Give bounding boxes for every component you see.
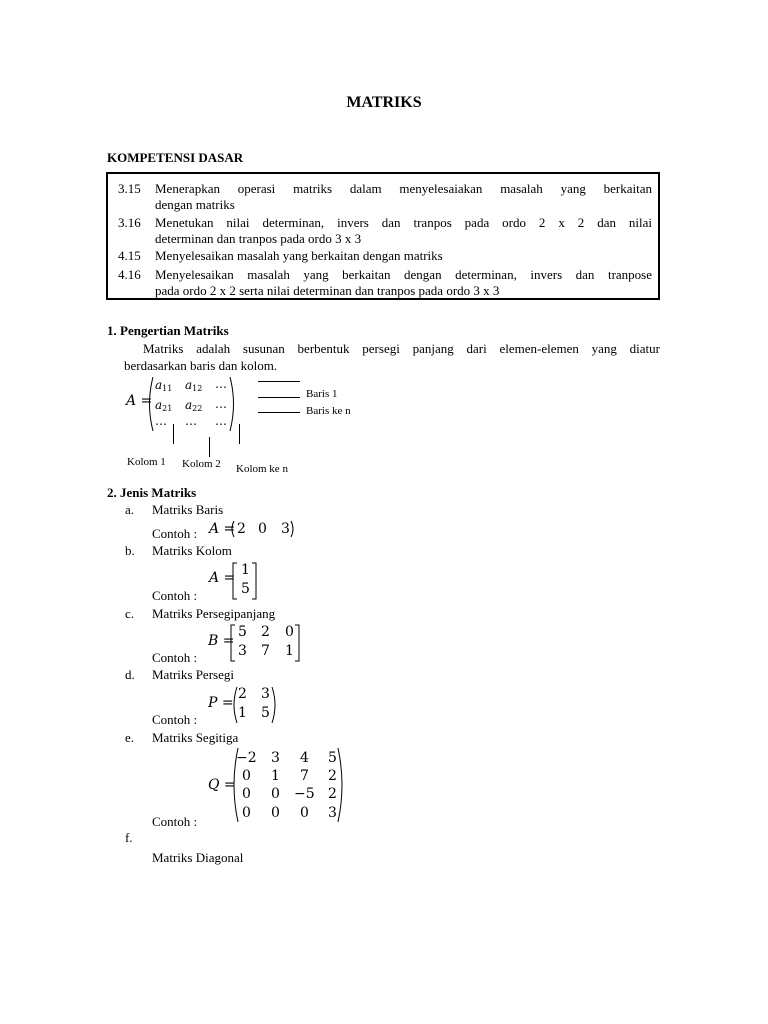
item-letter: f. (125, 830, 133, 845)
right-paren-icon (290, 520, 296, 538)
matrix-entry: 1 (238, 705, 247, 721)
matrix-entry: 5 (241, 581, 250, 597)
left-paren-icon (145, 376, 155, 432)
matrix-entry: 2 (328, 786, 337, 802)
matrix-entry: 3 (328, 805, 337, 821)
row-indicator-line (258, 397, 300, 398)
matrix-entry: 0 (285, 624, 294, 640)
matrix-entry: 2 (237, 521, 246, 537)
column-indicator-line (209, 437, 210, 457)
matrix-entry: $a_{11}$ (155, 378, 173, 393)
matrix-lhs: B = (208, 633, 235, 649)
matrix-entry: 0 (242, 768, 251, 784)
matrix-entry: 1 (285, 643, 294, 659)
kompetensi-text: Menerapkan operasi matriks dalam menyelesaiakan masalah yang berkaitan (155, 181, 652, 196)
matrix-entry: … (155, 414, 167, 428)
row-indicator-line (258, 381, 300, 382)
left-paren-icon (230, 686, 238, 724)
matrix-entry: 0 (271, 805, 280, 821)
matrix-entry: 3 (281, 521, 290, 537)
matrix-entry: 0 (300, 805, 309, 821)
label-kolom-n: Kolom ke n (236, 463, 288, 475)
kompetensi-text: Menyelesaikan masalah yang berkaitan dengan determinan, invers dan tranpose (155, 267, 652, 282)
matrix-entry: 3 (238, 643, 247, 659)
matrix-entry: 2 (238, 686, 247, 702)
column-indicator-line (173, 424, 174, 444)
matrix-entry: 0 (271, 786, 280, 802)
matrix-lhs: A = (126, 393, 153, 409)
contoh-label: Contoh : (152, 588, 198, 603)
section1-paragraph-line1: Matriks adalah susunan berbentuk persegi panjang dari elemen-elemen yang diatur (143, 341, 660, 356)
item-letter: d. (125, 667, 135, 682)
matrix-entry: 2 (261, 624, 270, 640)
item-letter: a. (125, 502, 135, 517)
matrix-entry: 1 (271, 768, 280, 784)
contoh-label: Contoh : (152, 526, 198, 541)
section1-heading: 1. Pengertian Matriks (107, 323, 229, 338)
matrix-lhs: Q = (208, 777, 236, 793)
matrix-entry: 5 (328, 750, 337, 766)
label-kolom-2: Kolom 2 (182, 458, 221, 470)
kompetensi-text-cont: determinan dan tranpos pada ordo 3 x 3 (155, 231, 362, 246)
item-letter: e. (125, 730, 135, 745)
left-paren-icon (229, 520, 235, 538)
matrix-entry: 7 (261, 643, 270, 659)
right-bracket-icon (251, 562, 257, 600)
item-label: Matriks Baris (152, 502, 224, 517)
item-label: Matriks Segitiga (152, 730, 239, 745)
matrix-entry: 5 (238, 624, 247, 640)
right-bracket-icon (294, 624, 300, 662)
matrix-entry: $a_{21}$ (155, 398, 173, 413)
matrix-entry: 3 (271, 750, 280, 766)
item-label: Matriks Persegi (152, 667, 234, 682)
column-indicator-line (239, 424, 240, 444)
kompetensi-number: 4.15 (118, 248, 141, 263)
right-paren-icon (337, 747, 347, 823)
kompetensi-heading: KOMPETENSI DASAR (107, 150, 244, 165)
item-label: Matriks Kolom (152, 543, 232, 558)
left-bracket-icon (232, 562, 238, 600)
matrix-entry: 0 (242, 786, 251, 802)
matrix-entry: 5 (261, 705, 270, 721)
label-baris-1: Baris 1 (306, 388, 338, 400)
kompetensi-text-cont: dengan matriks (155, 197, 235, 212)
kompetensi-text: Menyelesaikan masalah yang berkaitan dengan matriks (155, 248, 443, 263)
row-indicator-line (258, 412, 300, 413)
contoh-label: Contoh : (152, 814, 198, 829)
matrix-entry: −5 (294, 786, 315, 802)
item-letter: c. (125, 606, 135, 621)
right-paren-icon (228, 376, 238, 432)
label-kolom-1: Kolom 1 (127, 456, 166, 468)
item-letter: b. (125, 543, 135, 558)
contoh-label: Contoh : (152, 712, 198, 727)
section1-paragraph-line2: berdasarkan baris dan kolom. (124, 358, 278, 373)
page-title: MATRIKS (346, 94, 422, 111)
matrix-lhs: A = (209, 521, 236, 537)
left-bracket-icon (230, 624, 236, 662)
kompetensi-text: Menetukan nilai determinan, invers dan tranpos pada ordo 2 x 2 dan nilai (155, 215, 652, 230)
label-baris-n: Baris ke n (306, 405, 351, 417)
kompetensi-number: 3.15 (118, 181, 141, 196)
matrix-entry: $a_{12}$ (185, 378, 203, 393)
kompetensi-text-cont: pada ordo 2 x 2 serta nilai determinan dan tranpos pada ordo 3 x 3 (155, 283, 500, 298)
kompetensi-number: 3.16 (118, 215, 141, 230)
matrix-entry: 4 (300, 750, 309, 766)
matrix-entry: … (215, 377, 227, 391)
matrix-entry: 0 (242, 805, 251, 821)
kompetensi-box (106, 172, 660, 300)
matrix-entry: … (215, 414, 227, 428)
matrix-entry: 3 (261, 686, 270, 702)
item-label: Matriks Persegipanjang (152, 606, 276, 621)
matrix-entry: −2 (236, 750, 257, 766)
contoh-label: Contoh : (152, 650, 198, 665)
matrix-entry: … (215, 397, 227, 411)
kompetensi-number: 4.16 (118, 267, 141, 282)
matrix-entry: $a_{22}$ (185, 398, 203, 413)
matrix-lhs: P = (208, 695, 234, 711)
matrix-entry: 1 (241, 562, 250, 578)
matrix-entry: 0 (258, 521, 267, 537)
matrix-entry: 2 (328, 768, 337, 784)
section2-heading: 2. Jenis Matriks (107, 485, 197, 500)
matrix-entry: 7 (300, 768, 309, 784)
matrix-lhs: A = (209, 570, 236, 586)
item-label: Matriks Diagonal (152, 850, 244, 865)
matrix-entry: … (185, 414, 197, 428)
right-paren-icon (271, 686, 279, 724)
